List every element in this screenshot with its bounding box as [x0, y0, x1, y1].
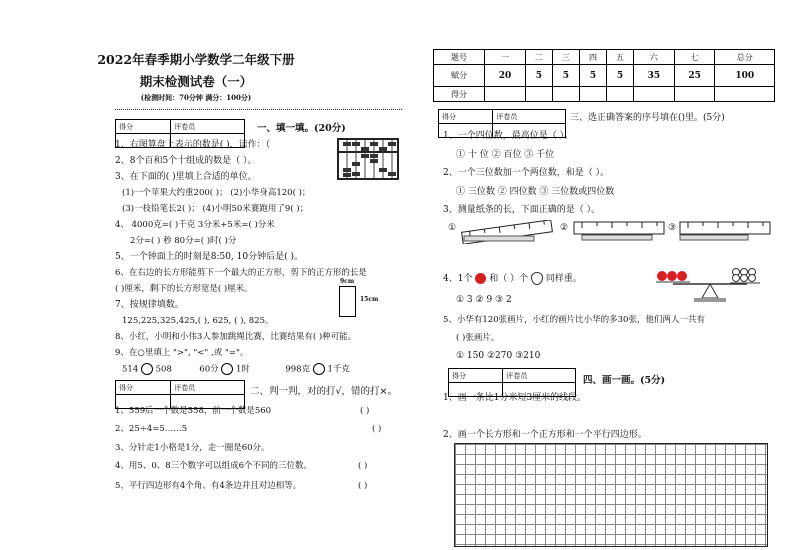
q3-4-middle: 和（ ）个	[489, 274, 529, 284]
q2-5: 5、平行四边形有4个角、有4条边并且对边相等。	[115, 481, 302, 491]
cmp-60min: 60分	[199, 364, 219, 375]
ruler-option-1-label: ①	[448, 223, 457, 233]
q3-2: 2、一个三位数加一个两位数，和是（ ）。	[443, 168, 610, 178]
q2-3: 3、分针走1小格是1分，走一圈是60分。	[115, 443, 270, 453]
q3-4-options: ① 3 ② 9 ③ 2	[456, 295, 512, 305]
cmp-508: 508	[155, 364, 172, 375]
ruler-image-3	[678, 218, 773, 242]
rectangle-figure	[339, 286, 356, 317]
cmp-1h: 1时	[236, 364, 250, 375]
grader-reviewer-label: 评卷员	[503, 369, 576, 383]
q2-2: 2、25÷4=5……5	[115, 424, 188, 434]
score-got-row: 得分	[434, 87, 775, 102]
strawberry-icon	[531, 272, 543, 285]
cmp-998g: 998克	[285, 364, 311, 375]
q3-3: 3、测量纸条的长，下面正确的是（ ）。	[443, 205, 601, 215]
ruler-image-2	[572, 218, 667, 242]
score-points-row: 赋分 20 5 5 5 5 35 25 100	[434, 65, 775, 87]
ruler-image-1	[460, 220, 555, 244]
q1-6a: 6、在右边的长方形能剪下一个最大的正方形，剪下的正方形的长是	[115, 268, 367, 278]
q1-3: 3、在下面的( )里填上合适的单位。	[115, 172, 257, 182]
q1-1: 1、右图算盘上表示的数是( )，读作：（	[115, 140, 271, 150]
section4-title: 四、画一画。(5分)	[583, 375, 666, 386]
rect-width-label: 9cm	[340, 278, 355, 285]
q3-1: 1、一个四位数，最高位是（ ）。	[443, 131, 574, 141]
ruler-option-3-label: ③	[668, 223, 677, 233]
grader-reviewer-label: 评卷员	[171, 381, 245, 395]
grader-score-label: 得分	[449, 369, 503, 383]
q2-4-paren[interactable]: ( )	[358, 461, 368, 471]
q1-6b: ( )厘米，剩下的长方形宽是( )厘米。	[115, 284, 253, 294]
q2-4: 4、用5、0、8三个数字可以组成6个不同的三位数。	[115, 461, 313, 471]
q3-4-prefix: 4、1个	[443, 274, 473, 284]
q1-3b: (3)一枝铅笔长2( )； (4)小明50米赛跑用了9( )；	[122, 204, 309, 214]
ruler-option-2-label: ②	[560, 223, 569, 233]
score-header-row: 题号 一 二 三 四 五 六 七 总分	[434, 50, 775, 65]
section1-title: 一、填一填。(20分)	[257, 123, 346, 134]
q4-2: 2、画一个长方形和一个正方形和一个平行四边形。	[443, 430, 647, 440]
score-table	[433, 49, 775, 102]
grader-score-label: 得分	[439, 110, 493, 124]
compare-circle[interactable]	[221, 363, 233, 375]
q2-5-paren[interactable]: ( )	[358, 481, 368, 491]
grader-score-label: 得分	[116, 120, 171, 134]
q3-4-suffix: 同样重。	[545, 274, 582, 284]
q2-2-paren[interactable]: ( )	[372, 424, 382, 434]
rect-height-label: 15cm	[360, 296, 379, 303]
q3-2-options: ① 三位数 ② 四位数 ③ 三位数或四位数	[456, 187, 615, 197]
section3-title: 三、选正确答案的序号填在()里。(5分)	[570, 113, 725, 123]
apple-icon	[475, 273, 486, 284]
q1-3a: (1)一个苹果大约重200( )； (2)小华身高120( )；	[122, 188, 311, 198]
q1-9: 9、在○里填上 ">", "<" ,或 "="。	[115, 348, 249, 358]
divider	[115, 109, 402, 110]
compare-circle[interactable]	[141, 363, 153, 375]
q3-5-options: ① 150 ②270 ③210	[456, 351, 541, 361]
q1-4b: 2分=( ) 秒 80分=( )时( )分	[130, 236, 237, 246]
drawing-grid[interactable]	[454, 443, 768, 547]
q2-1: 1、559后一个数是558，前一个数是560	[115, 406, 272, 416]
q3-4	[443, 272, 582, 285]
q2-1-paren[interactable]: ( )	[360, 406, 370, 416]
q4-1: 1、画一条比1分米短3厘米的线段。	[443, 393, 587, 403]
q1-7-sequence: 125,225,325,425,( ), 625, ( ), 825。	[122, 316, 274, 326]
exam-subtitle: 期末检测试卷（一）	[139, 74, 253, 89]
exam-title: 2022年春季期小学数学二年级下册	[97, 52, 295, 67]
q1-5: 5、一个钟面上的时刻是8:50, 10分钟后是( )。	[115, 252, 303, 262]
q1-9-compare-row	[122, 363, 350, 376]
abacus-image	[337, 138, 399, 180]
section2-title: 二、判一判，对的打√，错的打×。	[250, 386, 398, 397]
exam-info: (检测时间：70分钟 满分：100分)	[140, 93, 252, 102]
q1-4a: 4、 4000克=( )千克 3分米+5米=( )分米	[115, 220, 275, 230]
cmp-514: 514	[122, 364, 139, 375]
grader-reviewer-label: 评卷员	[493, 110, 566, 124]
grader-score-label: 得分	[116, 381, 171, 395]
q3-5a: 5、小华有120张画片，小红的画片比小华的多30张，他们两人一共有	[443, 315, 705, 325]
cmp-1kg: 1千克	[327, 364, 350, 375]
q3-1-options: ① 十 位 ② 百位 ③ 千位	[456, 150, 555, 160]
q1-2: 2、8个百和5个十组成的数是（ ）。	[115, 156, 257, 166]
q3-5b: ( )张画片。	[456, 333, 500, 343]
compare-circle[interactable]	[313, 363, 325, 375]
balance-scale-image	[650, 262, 770, 304]
grader-reviewer-label: 评卷员	[171, 120, 245, 134]
q1-8: 8、小红，小明和小伟3人参加跳绳比赛，比赛结果有( )种可能。	[115, 332, 357, 342]
q1-7: 7、按规律填数。	[115, 300, 184, 310]
